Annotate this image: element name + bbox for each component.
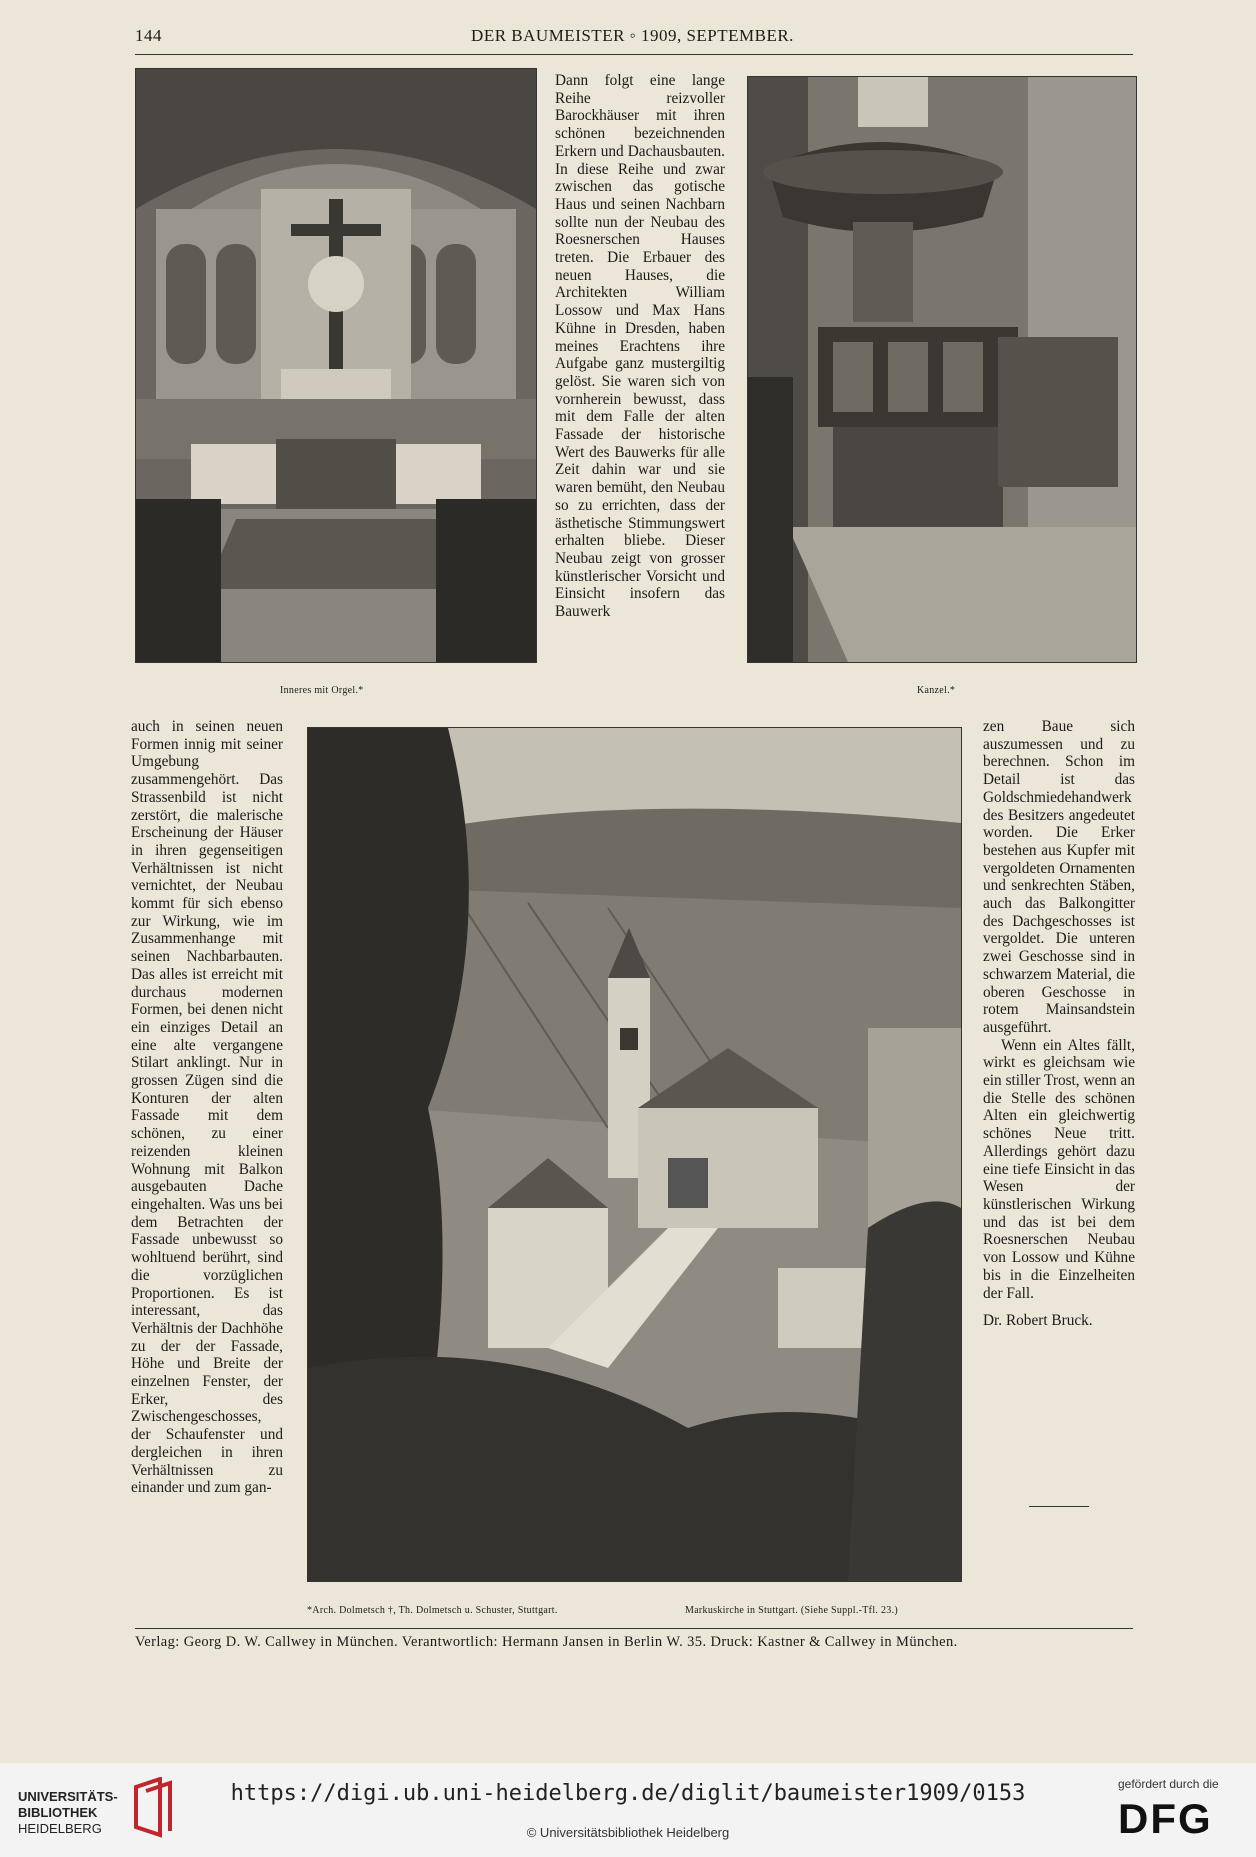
- library-name-2: BIBLIOTHEK: [18, 1805, 98, 1820]
- journal-title: DER BAUMEISTER ◦ 1909, SEPTEMBER.: [471, 26, 794, 45]
- paragraph: Wenn ein Altes fällt, wirkt es gleichsam wie ein stiller Trost, wenn an die Stelle des schönen Alten ein gleichwertig schönes Neue tritt. Allerdings gehört dazu eine tiefe Einsicht in das Wesen der künstlerischen Wirkung und das ist bei dem Roesnerschen Neubau von Lossow und Kühne bis in die Einzelheiten der Fall.: [983, 1036, 1135, 1302]
- funder-logo: DFG: [1118, 1795, 1213, 1842]
- footer-rule: [135, 1628, 1133, 1629]
- text-column-right: [983, 718, 1135, 1330]
- library-name-1: UNIVERSITÄTS-: [18, 1789, 118, 1804]
- pulpit-caption: Kanzel.*: [917, 685, 956, 696]
- funder-label: gefördert durch die: [1118, 1777, 1219, 1791]
- copyright: © Universitätsbibliothek Heidelberg: [526, 1825, 730, 1840]
- page-header: [135, 22, 1130, 52]
- organ-caption: Inneres mit Orgel.*: [280, 685, 364, 696]
- church-credit-caption: *Arch. Dolmetsch †, Th. Dolmetsch u. Schuster, Stuttgart.: [307, 1605, 558, 1616]
- page-number: 144: [135, 26, 162, 45]
- pulpit-photo: [747, 76, 1137, 663]
- text-column-left: [131, 718, 283, 1497]
- library-name-3: HEIDELBERG: [18, 1821, 102, 1836]
- imprint: Verlag: Georg D. W. Callwey in München. Verantwortlich: Hermann Jansen in Berlin W. 35. Druck: Kastner & Callwey in München.: [135, 1634, 958, 1650]
- end-rule: [1029, 1506, 1089, 1507]
- document-url[interactable]: https://digi.ub.uni-heidelberg.de/diglit/baumeister1909/0153: [230, 1781, 1026, 1806]
- author-signature: Dr. Robert Bruck.: [983, 1312, 1093, 1330]
- pulpit-illustration: [748, 77, 1136, 662]
- header-rule: [135, 54, 1133, 55]
- organ-photo: [135, 68, 537, 663]
- paragraph: Dann folgt eine lange Reihe reizvoller Barockhäuser mit ihren schönen bezeichnenden Erkern und Dachausbauten. In diese Reihe und zwar zwischen das gotische Haus und seinen Nachbarn sollte nun der Neubau des Roesnerschen Hauses treten. Die Erbauer des neuen Hauses, die Architekten William Lossow und Max Hans Kühne in Dresden, haben meines Erachtens ihre Aufgabe ganz mustergiltig gelöst. Sie waren sich von vornherein bewusst, dass mit dem Falle der alten Fassade der historische Wert des Bauwerks für alle Zeit dahin war und sie waren bemüht, den Neubau so zu errichten, dass der ästhetische Stimmungswert erhalten bliebe. Dieser Neubau zeigt von grosser künstlerischer Vorsicht und Einsicht insofern das Bauwerk: [555, 72, 725, 621]
- library-bar: [0, 1763, 1256, 1857]
- church-title-caption: Markuskirche in Stuttgart. (Siehe Suppl.-Tfl. 23.): [685, 1605, 899, 1616]
- organ-illustration: [136, 69, 536, 662]
- text-column-top: [555, 72, 725, 621]
- paragraph: zen Baue sich auszumessen und zu berechnen. Schon im Detail ist das Goldschmiedehandwerk des Besitzers angedeutet worden. Die Erker bestehen aus Kupfer mit vergoldeten Ornamenten und senkrechten Stäben, auch das Balkongitter des Dachgeschosses ist vergoldet. Die unteren zwei Geschosse sind in schwarzem Material, die oberen Geschosse in rotem Mainsandstein ausgeführt.: [983, 718, 1135, 1036]
- church-photo: [307, 727, 962, 1582]
- paragraph: auch in seinen neuen Formen innig mit seiner Umgebung zusammengehört. Das Strassenbild ist nicht zerstört, die malerische Erscheinung der Häuser in ihren gegenseitigen Verhältnissen ist nicht vernichtet, der Neubau kommt für sich ebenso zur Wirkung, wie im Zusammenhange mit seinen Nachbarbauten. Das alles ist erreicht mit durchaus modernen Formen, bei denen nicht ein einziges Detail an eine alte vergangene Stilart anklingt. Nur in grossen Zügen sind die Konturen der alten Fassade mit dem schönen, zu einer reizenden kleinen Wohnung mit Balkon ausgebauten Dache eingehalten. Was uns bei dem Betrachten der Fassade unbewusst so wohltuend berührt, sind die vorzüglichen Proportionen. Es ist interessant, das Verhältnis der Dachhöhe zu der der Fassade, Höhe und Breite der einzelnen Fenster, der Erker, des Zwischengeschosses, der Schaufenster und dergleichen in ihren Verhältnissen zu einander und zum gan-: [131, 718, 283, 1497]
- church-illustration: [308, 728, 961, 1581]
